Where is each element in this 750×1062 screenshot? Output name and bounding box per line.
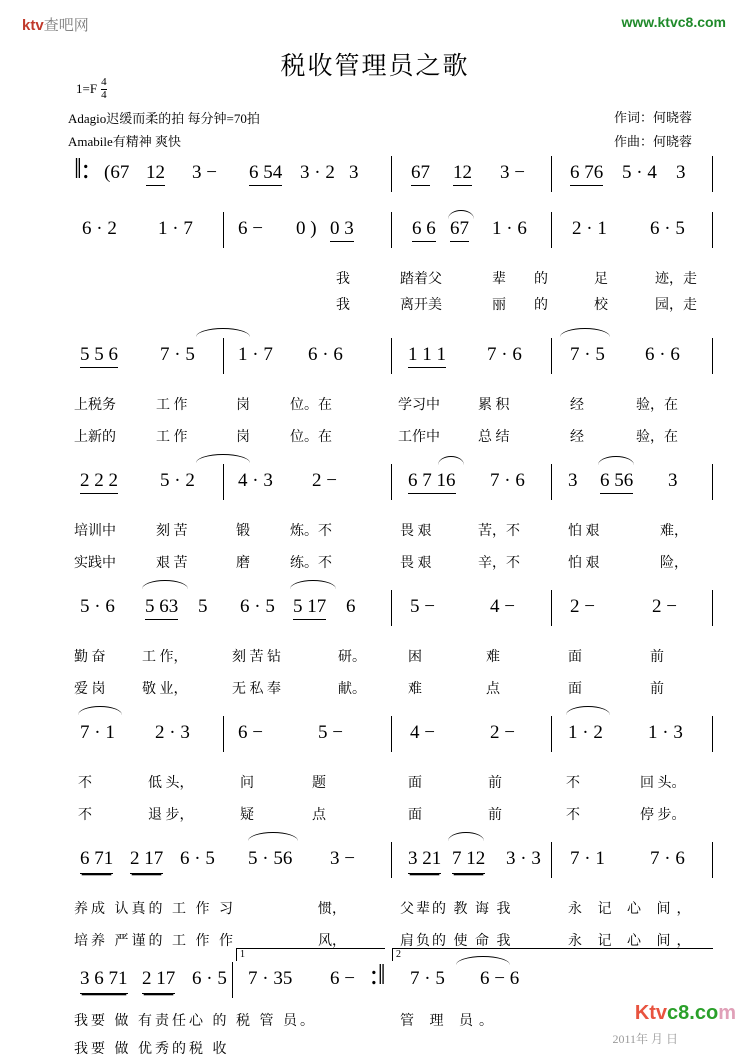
lyric-line-a: 永 记 心 间， bbox=[568, 902, 697, 917]
lyric-line-a: 不 bbox=[566, 776, 580, 791]
lyric-line-b: 献。 bbox=[338, 682, 366, 697]
lyric-line-b: 校 bbox=[594, 298, 608, 313]
barline bbox=[391, 212, 392, 248]
composer-credit: 作曲：何晓蓉 bbox=[613, 134, 692, 149]
note-group: 6 · 5 bbox=[650, 218, 685, 239]
lyric-line-a: 迹，走 bbox=[655, 272, 697, 287]
note-group: 6 − bbox=[330, 968, 355, 989]
note-group: 1 · 6 bbox=[492, 218, 527, 239]
slur bbox=[566, 706, 610, 715]
lyric-line-b: 肩负的 使 命 我 bbox=[400, 934, 513, 949]
slur bbox=[290, 580, 336, 589]
music-system-4 bbox=[0, 466, 750, 576]
note-group: 1 · 7 bbox=[238, 344, 273, 365]
barline bbox=[712, 212, 713, 248]
note-group: 3 bbox=[568, 470, 578, 491]
watermark-ktv-text: ktv bbox=[22, 17, 44, 34]
lyric-line-a: 足 bbox=[594, 272, 608, 287]
lyric-line-b: 点 bbox=[486, 682, 500, 697]
lyric-line-b: 敬 业， bbox=[142, 682, 188, 697]
music-system-6 bbox=[0, 718, 750, 828]
note-group: 6 · 5 bbox=[192, 968, 227, 989]
watermark-cn-text: 查吧网 bbox=[43, 17, 89, 34]
lyric-line-a: 锻 bbox=[236, 524, 250, 539]
barline bbox=[551, 716, 552, 752]
lyric-line-a: 惯， bbox=[318, 902, 346, 917]
note-group: 7 · 5 bbox=[570, 344, 605, 365]
note-group: 6 · 5 bbox=[180, 848, 215, 869]
note-group: 6 71 bbox=[80, 848, 113, 874]
lyric-line-b: 位。在 bbox=[290, 430, 332, 445]
lyric-line-a: 辈 bbox=[492, 272, 506, 287]
note-group: 5 · 4 bbox=[622, 162, 657, 183]
lyric-line-a: 工 作， bbox=[142, 650, 188, 665]
time-signature: $\frac{4}{4}$ bbox=[101, 76, 107, 101]
note-group: 7 · 5 bbox=[410, 968, 445, 989]
music-system-7 bbox=[0, 844, 750, 954]
lyric-line-a: 位。在 bbox=[290, 398, 332, 413]
note-group: 3 21 bbox=[408, 848, 441, 874]
site-url-top-right: www.ktvc8.com bbox=[621, 14, 726, 30]
tempo-marking-line2: Amabile有精神 爽快 bbox=[68, 134, 182, 149]
note-group: 7 · 1 bbox=[80, 722, 115, 743]
barline bbox=[551, 464, 552, 500]
note-group: 12 bbox=[453, 162, 472, 186]
lyric-line-b: 我要 做 优秀的税 收 bbox=[74, 1042, 230, 1057]
note-group: 6 6 bbox=[412, 218, 436, 242]
note-group: 4 − bbox=[410, 722, 435, 743]
note-group: 5 − bbox=[318, 722, 343, 743]
lyric-line-b: 磨 bbox=[236, 556, 250, 571]
lyric-line-a: 养成 认真的 工 作 习 bbox=[74, 902, 236, 917]
barline bbox=[551, 590, 552, 626]
lyric-line-a: 回 头。 bbox=[640, 776, 686, 791]
lyric-line-a: 我要 做 有责任心 的 税 管 员。 bbox=[74, 1014, 317, 1029]
lyric-line-b: 艰 苦 bbox=[156, 556, 188, 571]
lyric-line-b: 工作中 bbox=[398, 430, 440, 445]
slur bbox=[196, 328, 250, 337]
lyricist-credit: 作词：何晓蓉 bbox=[613, 110, 692, 125]
note-group: 6 − bbox=[238, 722, 263, 743]
slur bbox=[438, 456, 464, 465]
repeat-end-sign: :‖ bbox=[370, 960, 386, 991]
note-group: 1 · 7 bbox=[158, 218, 193, 239]
note-group: 67 bbox=[411, 162, 430, 186]
barline bbox=[712, 842, 713, 878]
lyric-line-a: 累 积 bbox=[478, 398, 510, 413]
barline bbox=[551, 212, 552, 248]
slur bbox=[248, 832, 298, 841]
barline bbox=[232, 962, 233, 998]
slur bbox=[560, 328, 610, 337]
music-system-1 bbox=[0, 154, 750, 206]
note-group: 5 − bbox=[410, 596, 435, 617]
barline bbox=[223, 716, 224, 752]
volta-number-2: 2 bbox=[396, 949, 401, 960]
note-group: 3 bbox=[668, 470, 678, 491]
note-group: 6 bbox=[346, 596, 356, 617]
barline bbox=[391, 716, 392, 752]
note-group: 3 6 71 bbox=[80, 968, 128, 994]
music-system-5 bbox=[0, 592, 750, 702]
lyric-line-a: 管 理 员。 bbox=[400, 1014, 499, 1029]
lyric-line-b: 上新的 bbox=[74, 430, 116, 445]
barline bbox=[223, 464, 224, 500]
lyric-line-b: 停 步。 bbox=[640, 808, 686, 823]
note-group: 6 56 bbox=[600, 470, 633, 494]
lyric-line-b: 面 bbox=[408, 808, 422, 823]
note-group: 6 · 6 bbox=[308, 344, 343, 365]
lyric-line-b: 离开美 bbox=[400, 298, 442, 313]
lyric-line-b: 险， bbox=[660, 556, 688, 571]
note-group: 2 17 bbox=[130, 848, 163, 874]
lyric-line-a: 刻 苦 bbox=[156, 524, 188, 539]
note-group: 7 · 35 bbox=[248, 968, 293, 989]
repeat-start-sign: ‖: bbox=[74, 154, 90, 185]
note-group: 2 · 1 bbox=[572, 218, 607, 239]
note-group: 3 · 2 bbox=[300, 162, 335, 183]
lyric-line-a: 工 作 bbox=[156, 398, 188, 413]
note-group: 2 · 3 bbox=[155, 722, 190, 743]
lyric-line-a: 前 bbox=[488, 776, 502, 791]
lyric-line-a: 父辈的 教 诲 我 bbox=[400, 902, 513, 917]
barline bbox=[551, 156, 552, 192]
slur bbox=[448, 832, 484, 841]
note-group: 6 · 5 bbox=[240, 596, 275, 617]
lyric-line-a: 面 bbox=[408, 776, 422, 791]
barline bbox=[391, 338, 392, 374]
lyric-line-b: 怕 艰 bbox=[568, 556, 600, 571]
note-group: 7 · 6 bbox=[490, 470, 525, 491]
lyric-line-b: 永 记 心 间， bbox=[568, 934, 697, 949]
barline bbox=[712, 590, 713, 626]
note-group: 6 54 bbox=[249, 162, 282, 186]
lyric-line-b: 畏 艰 bbox=[400, 556, 432, 571]
barline bbox=[712, 464, 713, 500]
lyric-line-a: 面 bbox=[568, 650, 582, 665]
note-group: 5 17 bbox=[293, 596, 326, 620]
lyric-line-b: 岗 bbox=[236, 430, 250, 445]
note-group: 2 2 2 bbox=[80, 470, 118, 494]
lyric-line-b: 的 bbox=[534, 298, 548, 313]
lyric-line-b: 工 作 bbox=[156, 430, 188, 445]
barline bbox=[391, 156, 392, 192]
note-group: (67 bbox=[104, 162, 130, 183]
note-group: 2 − bbox=[312, 470, 337, 491]
note-group: 5 · 6 bbox=[80, 596, 115, 617]
lyric-line-a: 怕 艰 bbox=[568, 524, 600, 539]
lyric-line-a: 问 bbox=[240, 776, 254, 791]
note-group: 6 − bbox=[238, 218, 263, 239]
note-group: 6 7 16 bbox=[408, 470, 456, 494]
lyric-line-a: 困 bbox=[408, 650, 422, 665]
lyric-line-a: 前 bbox=[650, 650, 664, 665]
lyric-line-b: 经 bbox=[570, 430, 584, 445]
lyric-line-a: 炼。不 bbox=[290, 524, 332, 539]
lyric-line-b: 难 bbox=[408, 682, 422, 697]
barline bbox=[223, 338, 224, 374]
volta-number-1: 1 bbox=[240, 949, 245, 960]
lyric-line-a: 不 bbox=[78, 776, 92, 791]
page-title: 税收管理员之歌 bbox=[280, 53, 470, 80]
lyric-line-b: 面 bbox=[568, 682, 582, 697]
volta-bracket-1 bbox=[236, 948, 385, 961]
barline bbox=[551, 842, 552, 878]
lyric-line-a: 经 bbox=[570, 398, 584, 413]
note-group: 3 bbox=[676, 162, 686, 183]
note-group: 5 · 2 bbox=[160, 470, 195, 491]
lyric-line-a: 苦，不 bbox=[478, 524, 520, 539]
lyric-line-a: 难， bbox=[660, 524, 688, 539]
barline bbox=[712, 716, 713, 752]
site-watermark-top-left bbox=[22, 14, 89, 35]
note-group: 6 − 6 bbox=[480, 968, 520, 989]
slur bbox=[78, 706, 122, 715]
lyric-line-a: 踏着父 bbox=[400, 272, 442, 287]
note-group: 5 bbox=[198, 596, 208, 617]
note-group: 7 12 bbox=[452, 848, 485, 874]
note-group: 7 · 6 bbox=[487, 344, 522, 365]
lyric-line-a: 难 bbox=[486, 650, 500, 665]
lyric-line-a: 勤 奋 bbox=[74, 650, 106, 665]
barline bbox=[391, 590, 392, 626]
lyric-line-b: 不 bbox=[78, 808, 92, 823]
watermark-m-part: m bbox=[718, 1002, 736, 1024]
barline bbox=[712, 156, 713, 192]
slur bbox=[196, 454, 250, 463]
lyric-line-a: 题 bbox=[312, 776, 326, 791]
note-group: 1 · 2 bbox=[568, 722, 603, 743]
note-group: 12 bbox=[146, 162, 165, 186]
slur bbox=[598, 456, 634, 465]
key-signature-label: 1=F bbox=[76, 81, 98, 97]
barline bbox=[712, 338, 713, 374]
watermark-ktv-part: Ktv bbox=[634, 1002, 668, 1024]
lyric-line-b: 园，走 bbox=[655, 298, 697, 313]
note-group: 7 · 6 bbox=[650, 848, 685, 869]
note-group: 3 − bbox=[192, 162, 217, 183]
music-system-3 bbox=[0, 340, 750, 450]
note-group: 67 bbox=[450, 218, 469, 242]
note-group: 0 3 bbox=[330, 218, 354, 242]
lyric-line-b: 培养 严谨的 工 作 作 bbox=[74, 934, 236, 949]
slur bbox=[142, 580, 188, 589]
note-group: 5 63 bbox=[145, 596, 178, 620]
note-group: 1 1 1 bbox=[408, 344, 446, 368]
lyric-line-a: 学习中 bbox=[398, 398, 440, 413]
lyric-line-b: 无 私 奉 bbox=[232, 682, 281, 697]
note-group: 2 17 bbox=[142, 968, 175, 994]
site-watermark-bottom bbox=[635, 1002, 736, 1025]
lyric-line-a: 畏 艰 bbox=[400, 524, 432, 539]
note-group: 0 ) bbox=[296, 218, 317, 239]
lyric-line-a: 培训中 bbox=[74, 524, 116, 539]
watermark-c8-part: c8.co bbox=[667, 1002, 719, 1024]
lyric-line-a: 上税务 bbox=[74, 398, 116, 413]
lyric-line-a: 的 bbox=[534, 272, 548, 287]
lyric-line-a: 我 bbox=[336, 272, 350, 287]
note-group: 3 · 3 bbox=[506, 848, 541, 869]
note-group: 6 · 2 bbox=[82, 218, 117, 239]
lyric-line-a: 岗 bbox=[236, 398, 250, 413]
note-group: 4 · 3 bbox=[238, 470, 273, 491]
lyric-line-b: 风， bbox=[318, 934, 346, 949]
note-group: 5 · 56 bbox=[248, 848, 293, 869]
note-group: 4 − bbox=[490, 596, 515, 617]
lyric-line-b: 总 结 bbox=[478, 430, 510, 445]
lyric-line-b: 辛，不 bbox=[478, 556, 520, 571]
lyric-line-b: 爱 岗 bbox=[74, 682, 106, 697]
barline bbox=[223, 212, 224, 248]
note-group: 2 − bbox=[570, 596, 595, 617]
lyric-line-b: 前 bbox=[488, 808, 502, 823]
lyric-line-b: 点 bbox=[312, 808, 326, 823]
barline bbox=[551, 338, 552, 374]
note-group: 5 5 6 bbox=[80, 344, 118, 368]
lyric-line-b: 退 步， bbox=[148, 808, 194, 823]
note-group: 2 − bbox=[652, 596, 677, 617]
key-signature bbox=[76, 78, 107, 102]
note-group: 1 · 3 bbox=[648, 722, 683, 743]
lyric-line-b: 实践中 bbox=[74, 556, 116, 571]
note-group: 7 · 5 bbox=[160, 344, 195, 365]
note-group: 6 76 bbox=[570, 162, 603, 186]
note-group: 7 · 1 bbox=[570, 848, 605, 869]
lyric-line-a: 验，在 bbox=[636, 398, 678, 413]
lyric-line-b: 练。不 bbox=[290, 556, 332, 571]
barline bbox=[391, 464, 392, 500]
note-group: 6 · 6 bbox=[645, 344, 680, 365]
lyric-line-b: 验，在 bbox=[636, 430, 678, 445]
lyric-line-b: 疑 bbox=[240, 808, 254, 823]
lyric-line-a: 低 头， bbox=[148, 776, 194, 791]
lyric-line-a: 研。 bbox=[338, 650, 366, 665]
note-group: 2 − bbox=[490, 722, 515, 743]
note-group: 3 − bbox=[500, 162, 525, 183]
tempo-marking-line1: Adagio迟缓而柔的拍 每分钟=70拍 bbox=[68, 111, 260, 126]
lyric-line-b: 丽 bbox=[492, 298, 506, 313]
lyric-line-b: 不 bbox=[566, 808, 580, 823]
lyric-line-a: 刻 苦 钻 bbox=[232, 650, 281, 665]
footer-date: 2011年 月 日 bbox=[612, 1032, 678, 1046]
note-group: 3 − bbox=[330, 848, 355, 869]
volta-bracket-2 bbox=[392, 948, 713, 961]
music-system-2 bbox=[0, 214, 750, 314]
lyric-line-b: 前 bbox=[650, 682, 664, 697]
note-group: 3 bbox=[349, 162, 359, 183]
lyric-line-b: 我 bbox=[336, 298, 350, 313]
barline bbox=[391, 842, 392, 878]
